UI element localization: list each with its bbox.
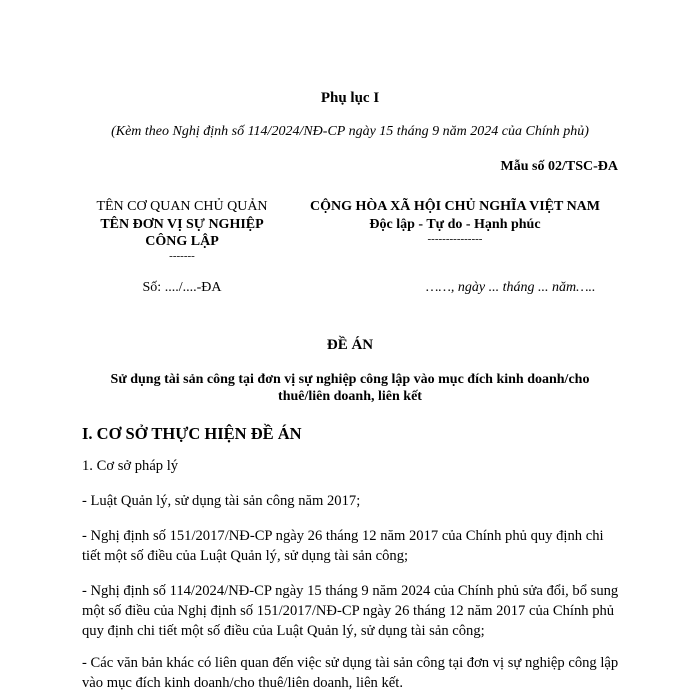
left-divider: ------- (169, 250, 195, 262)
section-heading: I. CƠ SỞ THỰC HIỆN ĐỀ ÁN (82, 424, 302, 443)
document-date: ……, ngày ... tháng ... năm….. (426, 280, 596, 295)
unit-name-line2: CÔNG LẬP (145, 234, 219, 249)
document-title: ĐỀ ÁN (326, 337, 374, 353)
form-number: Mẫu số 02/TSC-ĐA (500, 159, 618, 174)
legal-basis-item: - Nghị định số 114/2024/NĐ-CP ngày 15 tháng 9 năm 2024 của Chính phủ sửa đổi, bổ sung một số điều của Nghị định số 151/2017/NĐ-CP ngày 26 tháng 12 năm 2017 của Chính phủ quy định chi tiết một số điều của Luật Quản lý, sử dụng tài sản công; (82, 583, 619, 639)
subsection-heading: 1. Cơ sở pháp lý (82, 458, 179, 474)
document-subtitle-line2: thuê/liên doanh, liên kết (278, 389, 422, 404)
agency-name: TÊN CƠ QUAN CHỦ QUẢN (96, 199, 268, 214)
legal-basis-item: - Luật Quản lý, sử dụng tài sản công năm 2017; (82, 493, 361, 509)
right-divider: --------------- (427, 233, 483, 245)
unit-name-line1: TÊN ĐƠN VỊ SỰ NGHIỆP (100, 217, 264, 232)
nation-name: CỘNG HÒA XÃ HỘI CHỦ NGHĨA VIỆT NAM (309, 199, 600, 214)
document-number: Số: ..../....-ĐA (142, 280, 222, 295)
document-subtitle-line1: Sử dụng tài sản công tại đơn vị sự nghiệp công lập vào mục đích kinh doanh/cho (110, 372, 590, 387)
appendix-subtitle: (Kèm theo Nghị định số 114/2024/NĐ-CP ngày 15 tháng 9 năm 2024 của Chính phủ) (111, 124, 589, 139)
appendix-title: Phụ lục I (320, 90, 380, 106)
national-motto: Độc lập - Tự do - Hạnh phúc (369, 217, 541, 232)
legal-basis-item: - Nghị định số 151/2017/NĐ-CP ngày 26 tháng 12 năm 2017 của Chính phủ quy định chi tiết một số điều của Luật Quản lý, sử dụng tài sản công; (82, 528, 604, 564)
legal-basis-item: - Các văn bản khác có liên quan đến việc sử dụng tài sản công tại đơn vị sự nghiệp công lập vào mục đích kinh doanh/cho thuê/liên doanh, liên kết. (82, 655, 619, 691)
